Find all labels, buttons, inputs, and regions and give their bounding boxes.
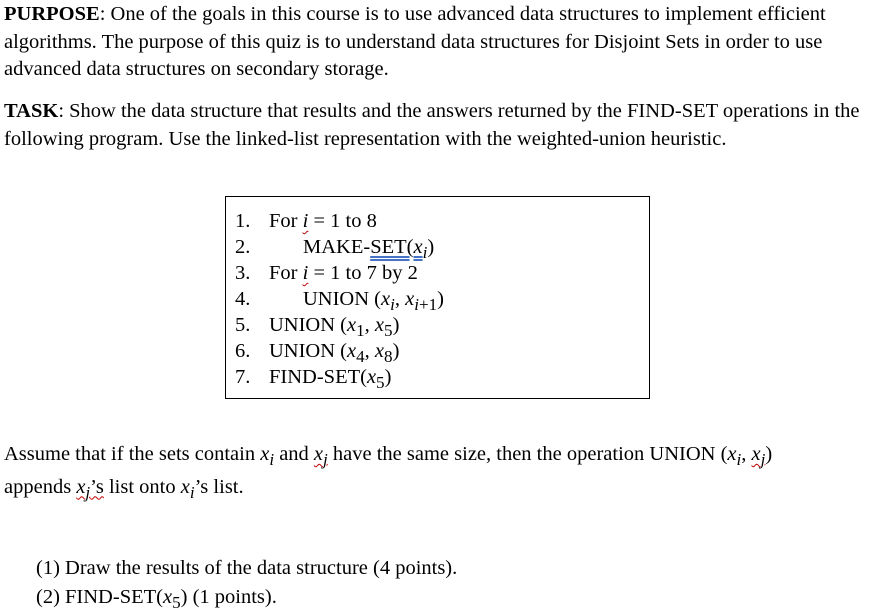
task-paragraph xyxy=(4,98,866,153)
loop-variable: i xyxy=(302,262,309,284)
line-code: For i = 1 to 8 xyxy=(269,210,377,232)
line-code: For i = 1 to 7 by 2 xyxy=(269,262,418,284)
question-2: (2) FIND-$SET(x_5)$ (1 points). xyxy=(36,586,277,613)
program-box xyxy=(225,196,650,399)
line-number: 7. xyxy=(235,366,251,388)
question-1: (1) Draw the results of the data structure (4 points). xyxy=(36,557,458,579)
purpose-paragraph xyxy=(4,1,866,84)
line-code: UNION ($x_4$, $x_8$) xyxy=(269,340,400,367)
line-code: FIND-$SET(x_5)$ xyxy=(269,366,392,393)
assumption-paragraph: Assume that if the sets contain $x_i$ and $x_j$ have the same size, then the operation UNION ($x_i$, $x_j$) appends $x_j’s$ list onto $x_i’s$ list. xyxy=(4,443,773,502)
line-number: 3. xyxy=(235,262,251,284)
task-text: : Show the data structure that results and the answers returned by the FIND-SET operations in the following program. Use the linked-list representation with the weighted-union heuristic. xyxy=(4,100,860,150)
task-heading: TASK xyxy=(4,100,59,122)
line-code: MAKE-$SET(x_i)$ xyxy=(303,236,435,263)
line-number: 4. xyxy=(235,288,251,310)
line-number: 1. xyxy=(235,210,251,232)
purpose-text: : One of the goals in this course is to use advanced data structures to implement efficient algorithms. The purpose of this quiz is to understand data structures for Disjoint Sets in order to use advanced data structures on secondary storage. xyxy=(4,3,826,81)
line-code: UNION ($x_i$, $x_{i+1}$) xyxy=(303,288,444,315)
line-number: 6. xyxy=(235,340,251,362)
line-code: UNION ($x_1$, $x_5$) xyxy=(269,314,400,341)
line-number: 2. xyxy=(235,236,251,258)
purpose-heading: PURPOSE xyxy=(4,3,100,25)
line-number: 5. xyxy=(235,314,251,336)
loop-variable: i xyxy=(302,210,309,232)
